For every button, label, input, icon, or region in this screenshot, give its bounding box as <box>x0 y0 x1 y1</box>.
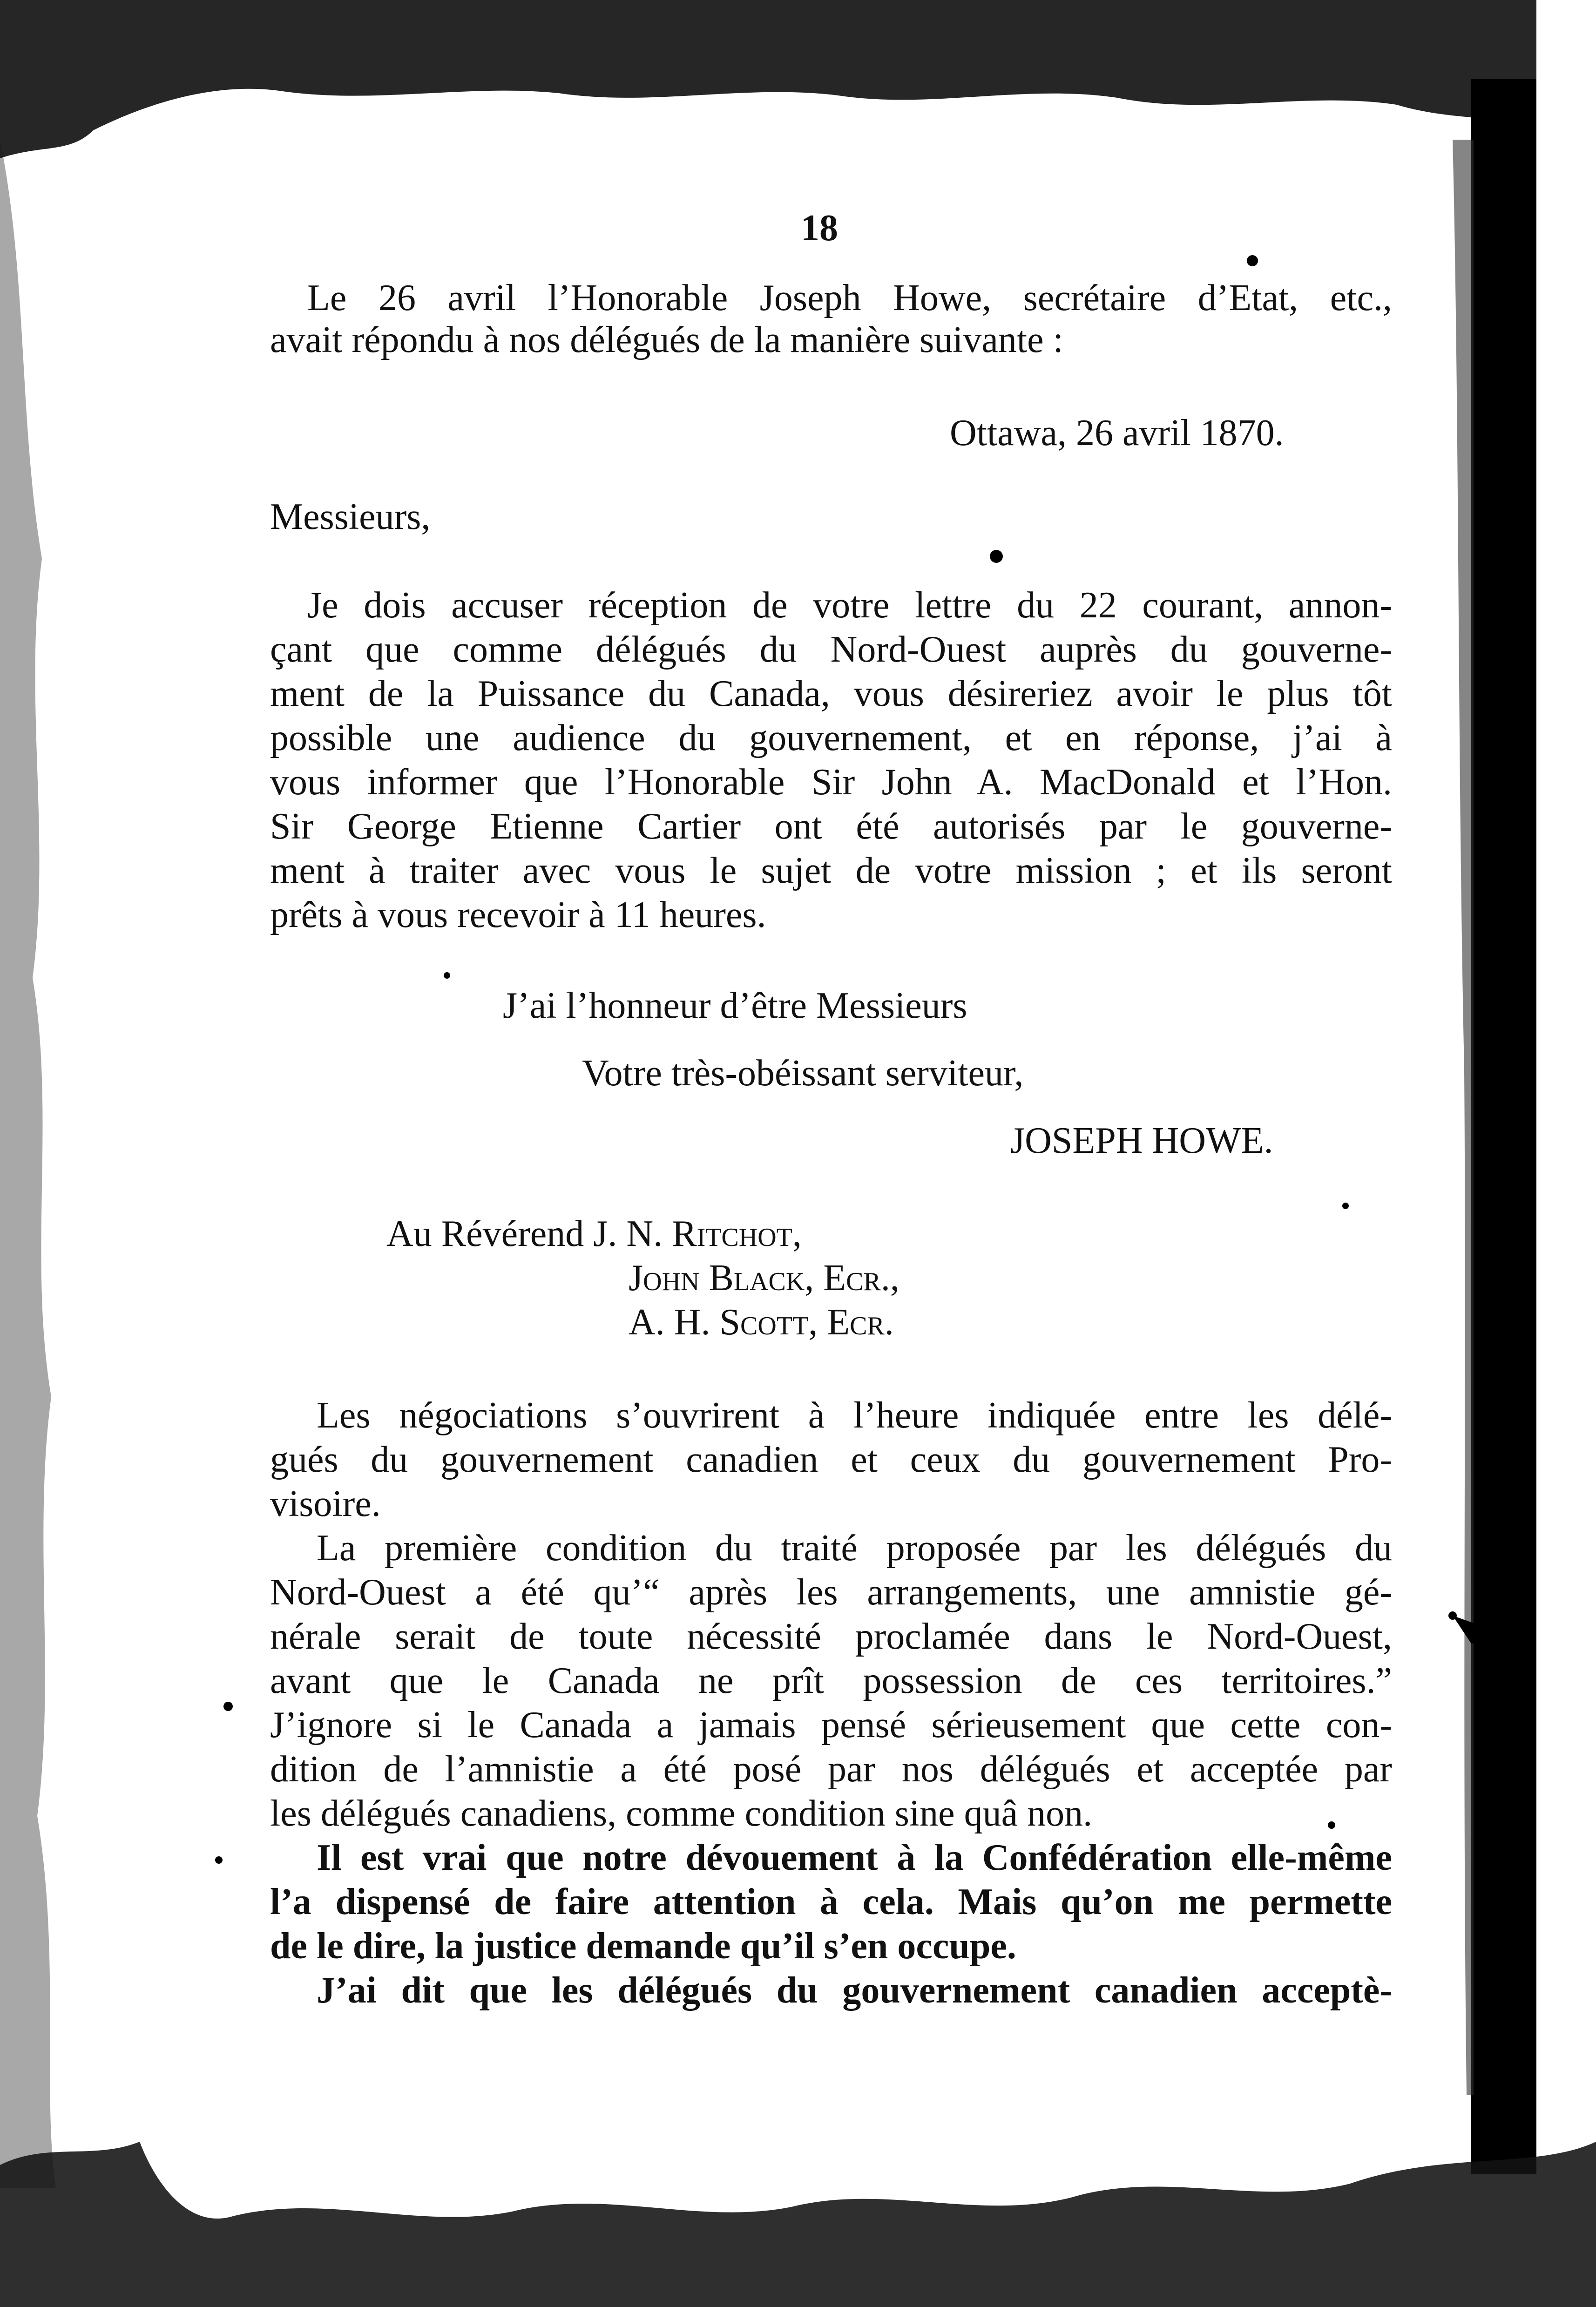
addressee-line-3 <box>629 1299 894 1346</box>
letter-closing-2: Votre très-obéissant serviteur, <box>582 1053 1024 1094</box>
paragraph-line-11: Il est vrai que notre dévouement à la Confédération elle-même <box>317 1837 1392 1878</box>
letter-closing-1: J’ai l’honneur d’être Messieurs <box>503 985 967 1026</box>
addressee-prefix: Au Révérend J. N. <box>386 1213 663 1254</box>
letter-body-line-2: çant que comme délégués du Nord-Ouest auprès du gouverne- <box>270 629 1392 670</box>
letter-body-line-5: vous informer que l’Honorable Sir John A. MacDonald et l’Hon. <box>270 762 1392 803</box>
paragraph-line-4: La première condition du traité proposée par les délégués du <box>317 1528 1392 1569</box>
addressee-line-1 <box>386 1211 802 1257</box>
paragraph-line-9: dition de l’amnistie a été posé par nos délégués et acceptée par <box>270 1749 1392 1790</box>
addressee-name-3-initials: A. H. <box>629 1302 710 1343</box>
addressee-name-1: Ritchot, <box>672 1213 802 1254</box>
addressee-name-2-last: Black, Ecr., <box>709 1258 899 1299</box>
addressee-name-3-last: Scott, Ecr. <box>719 1302 894 1343</box>
addressee-name-2-first: John <box>629 1258 700 1299</box>
letter-body-line-1: Je dois accuser réception de votre lettre du 22 courant, annon- <box>307 585 1392 626</box>
paragraph-line-13: de le dire, la justice demande qu’il s’en occupe. <box>270 1926 1016 1967</box>
letter-body-line-3: ment de la Puissance du Canada, vous désireriez avoir le plus tôt <box>270 673 1392 714</box>
paragraph-line-10: les délégués canadiens, comme condition sine quâ non. <box>270 1793 1093 1834</box>
paragraph-line-3: visoire. <box>270 1483 381 1524</box>
letter-body-line-6: Sir George Etienne Cartier ont été autorisés par le gouverne- <box>270 806 1392 847</box>
page-number: 18 <box>801 208 838 249</box>
paragraph-line-1: Les négociations s’ouvrirent à l’heure indiquée entre les délé- <box>317 1395 1392 1436</box>
paragraph-line-8: J’ignore si le Canada a jamais pensé sérieusement que cette con- <box>270 1705 1392 1745</box>
intro-line-1: Le 26 avril l’Honorable Joseph Howe, secrétaire d’Etat, etc., <box>307 277 1392 318</box>
letter-signature: JOSEPH HOWE. <box>1010 1120 1273 1161</box>
letter-body-line-7: ment à traiter avec vous le sujet de votre mission ; et ils seront <box>270 850 1392 891</box>
addressee-line-2 <box>629 1255 899 1301</box>
letter-body-line-4: possible une audience du gouvernement, et en réponse, j’ai à <box>270 717 1392 758</box>
paragraph-line-7: avant que le Canada ne prît possession de ces territoires.” <box>270 1660 1392 1701</box>
intro-line-2: avait répondu à nos délégués de la manière suivante : <box>270 319 1063 360</box>
letter-place-date: Ottawa, 26 avril 1870. <box>950 413 1284 453</box>
paragraph-line-6: nérale serait de toute nécessité proclamée dans le Nord-Ouest, <box>270 1616 1392 1657</box>
paragraph-line-14: J’ai dit que les délégués du gouvernement canadien acceptè- <box>317 1970 1392 2011</box>
paragraph-line-2: gués du gouvernement canadien et ceux du gouvernement Pro- <box>270 1439 1392 1480</box>
letter-body-line-8: prêts à vous recevoir à 11 heures. <box>270 894 766 935</box>
paragraph-line-5: Nord-Ouest a été qu’“ après les arrangements, une amnistie gé- <box>270 1572 1392 1613</box>
letter-salutation: Messieurs, <box>270 496 431 537</box>
paragraph-line-12: l’a dispensé de faire attention à cela. Mais qu’on me permette <box>270 1881 1392 1922</box>
